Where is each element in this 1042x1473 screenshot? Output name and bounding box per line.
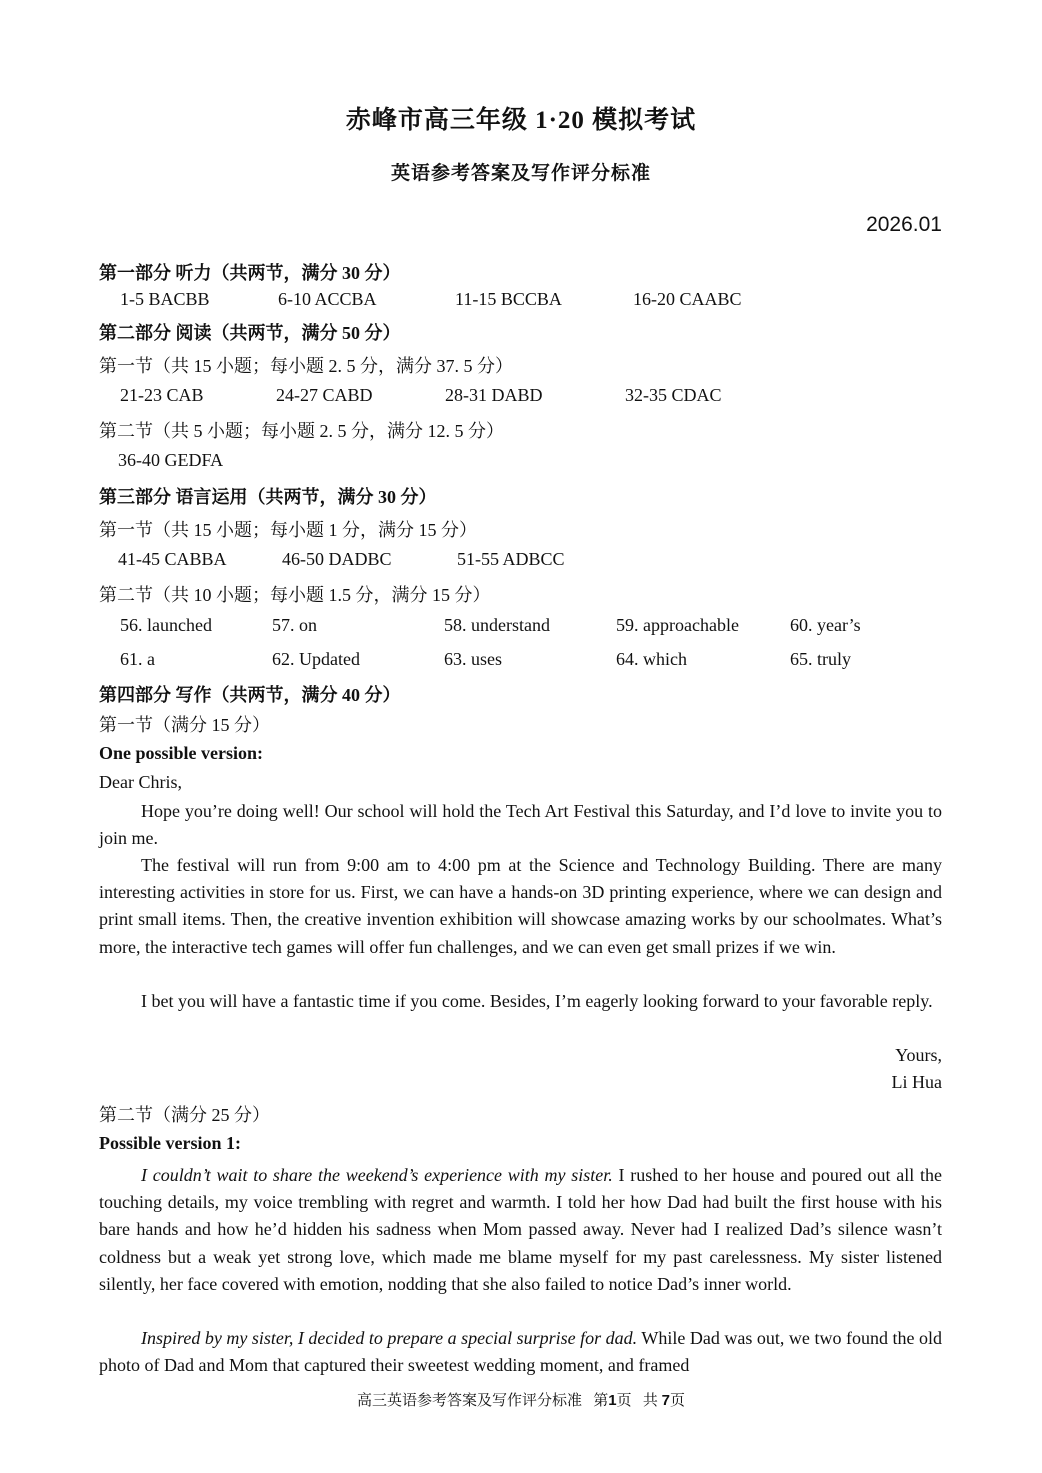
story-paragraph-2 [99, 1325, 942, 1379]
answer-group: 36-40 GEDFA [118, 450, 224, 470]
answer-group: 41-45 CABBA [118, 549, 227, 569]
part1-heading: 第一部分 听力（共两节，满分 30 分） [99, 263, 401, 283]
letter-signature: Li Hua [891, 1072, 942, 1092]
footer-total-prefix: 共 [642, 1393, 658, 1409]
paragraph-text: I rushed to her house and poured out all the touching details, my voice trembling with regret and warmth. I told her how Dad had built the first house with his bare hands and how he’d hidden his sadness when Mom passed away. Never had I realized Dad’s silence wasn’t coldness but a weak yet strong love, which made me blame myself for my past carelessness. My sister listened silently, her face covered with emotion, nodding that she also failed to notice Dad’s inner world. [99, 1165, 943, 1294]
paragraph-text: Hope you’re doing well! Our school will hold the Tech Art Festival this Saturday, and I’d love to invite you to join me. [99, 801, 942, 849]
part2-section2-heading: 第二节（共 5 小题；每小题 2. 5 分，满分 12. 5 分） [99, 421, 504, 441]
letter-closing: Yours, [895, 1045, 942, 1065]
footer-title: 高三英语参考答案及写作评分标准 [356, 1393, 582, 1409]
answer-item: 58. understand [444, 615, 550, 635]
part4-section2-heading: 第二节（满分 25 分） [99, 1105, 270, 1125]
paragraph-text: The festival will run from 9:00 am to 4:00 pm at the Science and Technology Building. There are many interesting activities in store for us. First, we can have a hands-on 3D printing experience, where we can design and print small items. Then, the creative invention exhibition will showcase amazing works by our schoolmates. What’s more, the interactive tech games will offer fun challenges, and we can even get small prizes if we win. [99, 855, 942, 957]
part4-section1-heading: 第一节（满分 15 分） [99, 715, 270, 735]
part3-section1-heading: 第一节（共 15 小题；每小题 1 分，满分 15 分） [99, 520, 477, 540]
paragraph-lead-sentence: I couldn’t wait to share the weekend’s experience with my sister. [141, 1165, 613, 1185]
answer-group: 16-20 CAABC [633, 289, 742, 309]
answer-group: 1-5 BACBB [120, 289, 210, 309]
page-title: 赤峰市高三年级 1·20 模拟考试 [345, 107, 697, 134]
footer-total-unit: 页 [669, 1393, 685, 1409]
answer-item: 59. approachable [616, 615, 739, 635]
version2-label: Possible version 1: [99, 1133, 241, 1153]
footer-page-prefix: 第 [593, 1393, 609, 1409]
part2-section2-answers [0, 450, 1042, 474]
part2-section1-heading: 第一节（共 15 小题；每小题 2. 5 分，满分 37. 5 分） [99, 356, 513, 376]
part4-heading: 第四部分 写作（共两节，满分 40 分） [99, 685, 401, 705]
page-footer [0, 1389, 1042, 1410]
version-label: One possible version: [99, 743, 264, 763]
part1-answers [0, 289, 1042, 313]
story-paragraph-1 [99, 1162, 942, 1298]
part3-section2-heading: 第二节（共 10 小题；每小题 1.5 分，满分 15 分） [99, 585, 491, 605]
answer-group: 28-31 DABD [445, 385, 543, 405]
exam-date: 2026.01 [866, 213, 942, 236]
paragraph-text: I bet you will have a fantastic time if you come. Besides, I’m eagerly looking forward to your favorable reply. [141, 991, 933, 1011]
part3-section2-row2 [0, 649, 1042, 673]
part3-section1-answers [0, 549, 1042, 573]
answer-group: 51-55 ADBCC [457, 549, 565, 569]
answer-item: 63. uses [444, 649, 502, 669]
answer-item: 56. launched [120, 615, 212, 635]
part2-section1-answers [0, 385, 1042, 409]
answer-group: 11-15 BCCBA [455, 289, 562, 309]
letter-paragraph-1 [99, 798, 942, 852]
answer-group: 46-50 DADBC [282, 549, 392, 569]
answer-item: 60. year’s [790, 615, 861, 635]
part2-heading: 第二部分 阅读（共两节，满分 50 分） [99, 323, 401, 343]
answer-item: 61. a [120, 649, 155, 669]
footer-total-pages: 7 [661, 1392, 670, 1409]
letter-greeting: Dear Chris, [99, 772, 182, 792]
part3-heading: 第三部分 语言运用（共两节，满分 30 分） [99, 487, 437, 507]
part3-section2-row1 [0, 615, 1042, 639]
page-subtitle: 英语参考答案及写作评分标准 [390, 163, 651, 184]
answer-item: 65. truly [790, 649, 851, 669]
answer-group: 32-35 CDAC [625, 385, 722, 405]
answer-group: 6-10 ACCBA [278, 289, 377, 309]
footer-page-number: 1 [608, 1392, 617, 1409]
answer-item: 57. on [272, 615, 317, 635]
paragraph-lead-sentence: Inspired by my sister, I decided to prepare a special surprise for dad. [141, 1328, 638, 1348]
answer-item: 62. Updated [272, 649, 360, 669]
paragraph-text: While Dad was out, we two found the old photo of Dad and Mom that captured their sweetest wedding moment, and framed [99, 1328, 942, 1376]
letter-paragraph-2 [99, 852, 942, 961]
answer-group: 21-23 CAB [120, 385, 204, 405]
answer-item: 64. which [616, 649, 687, 669]
letter-paragraph-3 [99, 988, 942, 1015]
answer-group: 24-27 CABD [276, 385, 373, 405]
footer-page-unit: 页 [616, 1393, 632, 1409]
